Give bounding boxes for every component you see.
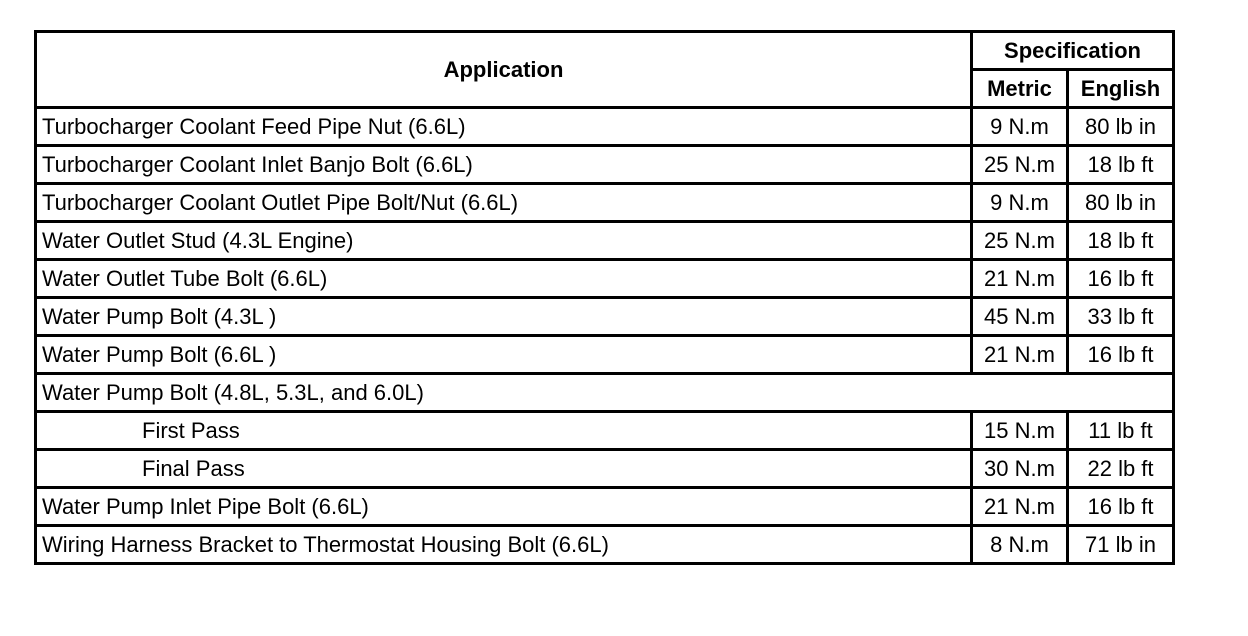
metric-cell: 21 N.m: [972, 260, 1068, 298]
metric-cell: 9 N.m: [972, 184, 1068, 222]
english-cell: 18 lb ft: [1068, 146, 1174, 184]
application-cell: Water Pump Inlet Pipe Bolt (6.6L): [36, 488, 972, 526]
table-header: [36, 32, 1174, 108]
header-application: Application: [36, 32, 972, 108]
application-subitem-cell: First Pass: [36, 412, 972, 450]
metric-cell: 15 N.m: [972, 412, 1068, 450]
metric-cell: 25 N.m: [972, 222, 1068, 260]
table-row: [36, 336, 1174, 374]
english-cell: 16 lb ft: [1068, 488, 1174, 526]
english-cell: 16 lb ft: [1068, 336, 1174, 374]
english-cell: 22 lb ft: [1068, 450, 1174, 488]
application-cell: Water Outlet Stud (4.3L Engine): [36, 222, 972, 260]
table-row: [36, 184, 1174, 222]
application-cell: Wiring Harness Bracket to Thermostat Housing Bolt (6.6L): [36, 526, 972, 564]
header-english: English: [1068, 70, 1174, 108]
header-metric: Metric: [972, 70, 1068, 108]
metric-cell: 21 N.m: [972, 336, 1068, 374]
metric-cell: 8 N.m: [972, 526, 1068, 564]
english-cell: 33 lb ft: [1068, 298, 1174, 336]
table-body: [36, 108, 1174, 564]
header-specification: Specification: [972, 32, 1174, 70]
table-row: [36, 526, 1174, 564]
application-cell: Turbocharger Coolant Outlet Pipe Bolt/Nut (6.6L): [36, 184, 972, 222]
table-row-group-heading: [36, 374, 1174, 412]
english-cell: 71 lb in: [1068, 526, 1174, 564]
metric-cell: 25 N.m: [972, 146, 1068, 184]
metric-cell: 30 N.m: [972, 450, 1068, 488]
application-cell: Turbocharger Coolant Feed Pipe Nut (6.6L): [36, 108, 972, 146]
english-cell: 80 lb in: [1068, 184, 1174, 222]
table-row: [36, 222, 1174, 260]
metric-cell: 9 N.m: [972, 108, 1068, 146]
header-row-top: [36, 32, 1174, 70]
table-row: [36, 260, 1174, 298]
table-row: [36, 488, 1174, 526]
application-group-cell: Water Pump Bolt (4.8L, 5.3L, and 6.0L): [36, 374, 1174, 412]
table-row: [36, 450, 1174, 488]
application-cell: Water Outlet Tube Bolt (6.6L): [36, 260, 972, 298]
application-cell: Water Pump Bolt (6.6L ): [36, 336, 972, 374]
table-row: [36, 412, 1174, 450]
metric-cell: 45 N.m: [972, 298, 1068, 336]
metric-cell: 21 N.m: [972, 488, 1068, 526]
english-cell: 18 lb ft: [1068, 222, 1174, 260]
table-row: [36, 298, 1174, 336]
english-cell: 16 lb ft: [1068, 260, 1174, 298]
table-row: [36, 108, 1174, 146]
english-cell: 11 lb ft: [1068, 412, 1174, 450]
torque-specification-table: [34, 30, 1175, 565]
application-cell: Water Pump Bolt (4.3L ): [36, 298, 972, 336]
table-row: [36, 146, 1174, 184]
english-cell: 80 lb in: [1068, 108, 1174, 146]
application-cell: Turbocharger Coolant Inlet Banjo Bolt (6.6L): [36, 146, 972, 184]
application-subitem-cell: Final Pass: [36, 450, 972, 488]
